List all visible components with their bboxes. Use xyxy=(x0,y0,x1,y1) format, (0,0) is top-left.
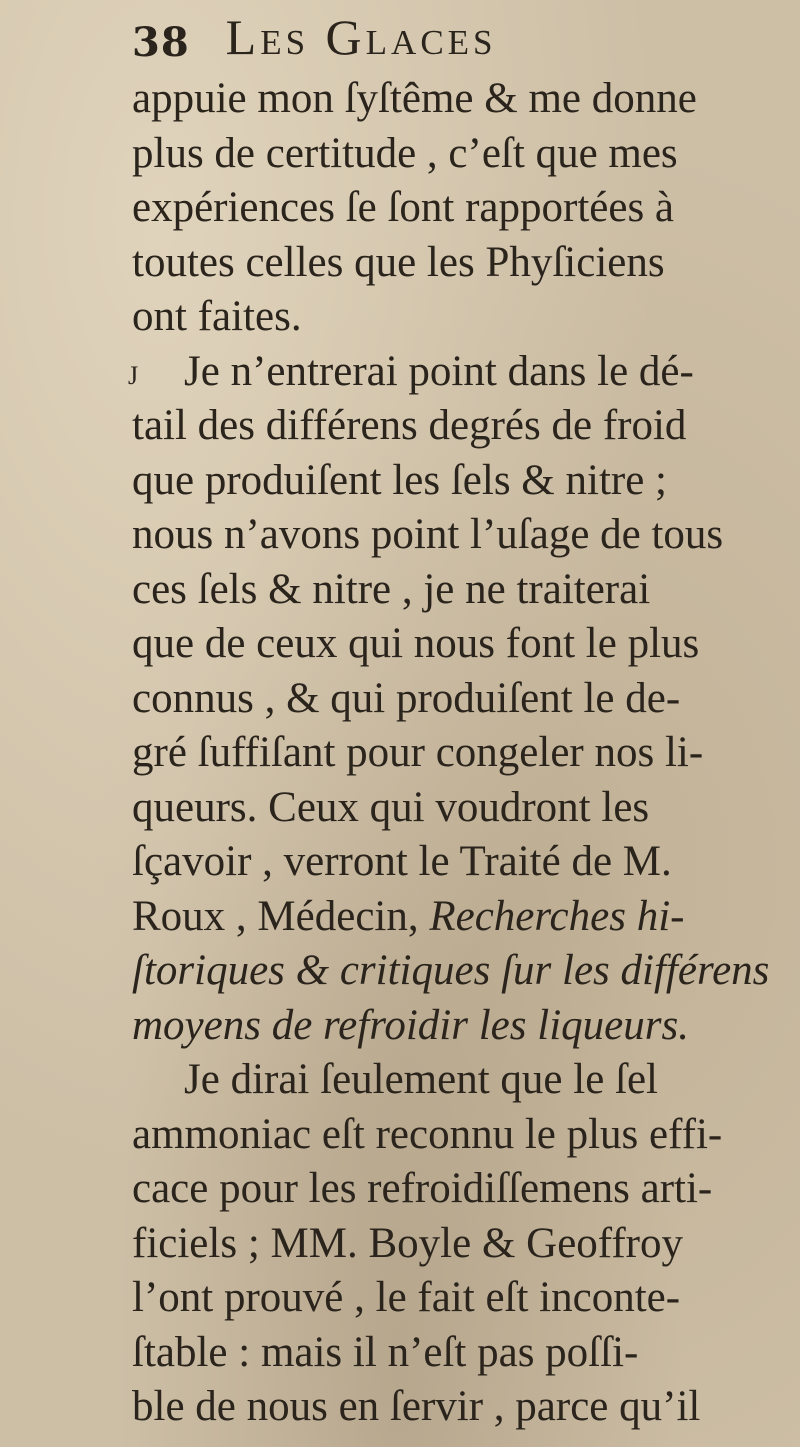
book-title-italic: Recherches hi- xyxy=(429,892,685,940)
text-line: l’ont prouvé , le fait eſt inconte- xyxy=(132,1274,681,1321)
text-line: ſtable : mais il n’eſt pas poſſi- xyxy=(132,1328,639,1376)
text-line: ont faites. xyxy=(132,293,302,340)
text-line: plus de certitude , c’eſt que mes xyxy=(132,129,678,177)
text-line: tail des différens degrés de froid xyxy=(132,402,687,449)
book-title-italic: moyens de refroidir les liqueurs. xyxy=(132,1001,689,1049)
text-line: que produiſent les ſels & nitre ; xyxy=(132,456,668,504)
text-line: cace pour les refroidiſſemens arti- xyxy=(132,1165,713,1212)
text-line: queurs. Ceux qui voudront les xyxy=(132,783,650,831)
signature-mark: J xyxy=(128,360,139,390)
text-line: gré ſuffiſant pour congeler nos li- xyxy=(132,729,704,776)
body-text xyxy=(128,72,782,1435)
text-line: ammoniac eſt reconnu le plus effi- xyxy=(132,1110,723,1158)
page-header xyxy=(132,6,497,66)
text-line: ſçavoir , verront le Traité de M. xyxy=(132,838,672,885)
book-title-italic: ſtoriques & critiques ſur les différens xyxy=(132,947,770,994)
text-line: appuie mon ſyſtême & me donne xyxy=(132,75,697,122)
text-line: ficiels ; MM. Boyle & Geoffroy xyxy=(132,1219,683,1267)
text-line: Je n’entrerai point dans le dé- xyxy=(184,347,694,395)
text-line-mixed xyxy=(132,890,782,945)
running-title: Les Glaces xyxy=(225,9,497,65)
text-segment: Roux , Médecin, xyxy=(132,892,419,940)
text-line: ble de nous en ſervir , parce qu’il xyxy=(132,1383,701,1430)
text-line-italic xyxy=(132,999,782,1054)
paragraph-start-line xyxy=(128,345,782,400)
text-line: que de ceux qui nous font le plus xyxy=(132,620,700,667)
text-line-italic xyxy=(132,944,782,999)
text-line: expériences ſe ſont rapportées à xyxy=(132,184,675,231)
text-line: toutes celles que les Phyſiciens xyxy=(132,238,665,286)
text-line: Je dirai ſeulement que le ſel xyxy=(184,1056,659,1103)
text-line: connus , & qui produiſent le de- xyxy=(132,674,681,722)
page-number: 38 xyxy=(132,19,190,66)
text-line: nous n’avons point l’uſage de tous xyxy=(132,511,724,558)
text-line: ces ſels & nitre , je ne traiterai xyxy=(132,565,651,613)
